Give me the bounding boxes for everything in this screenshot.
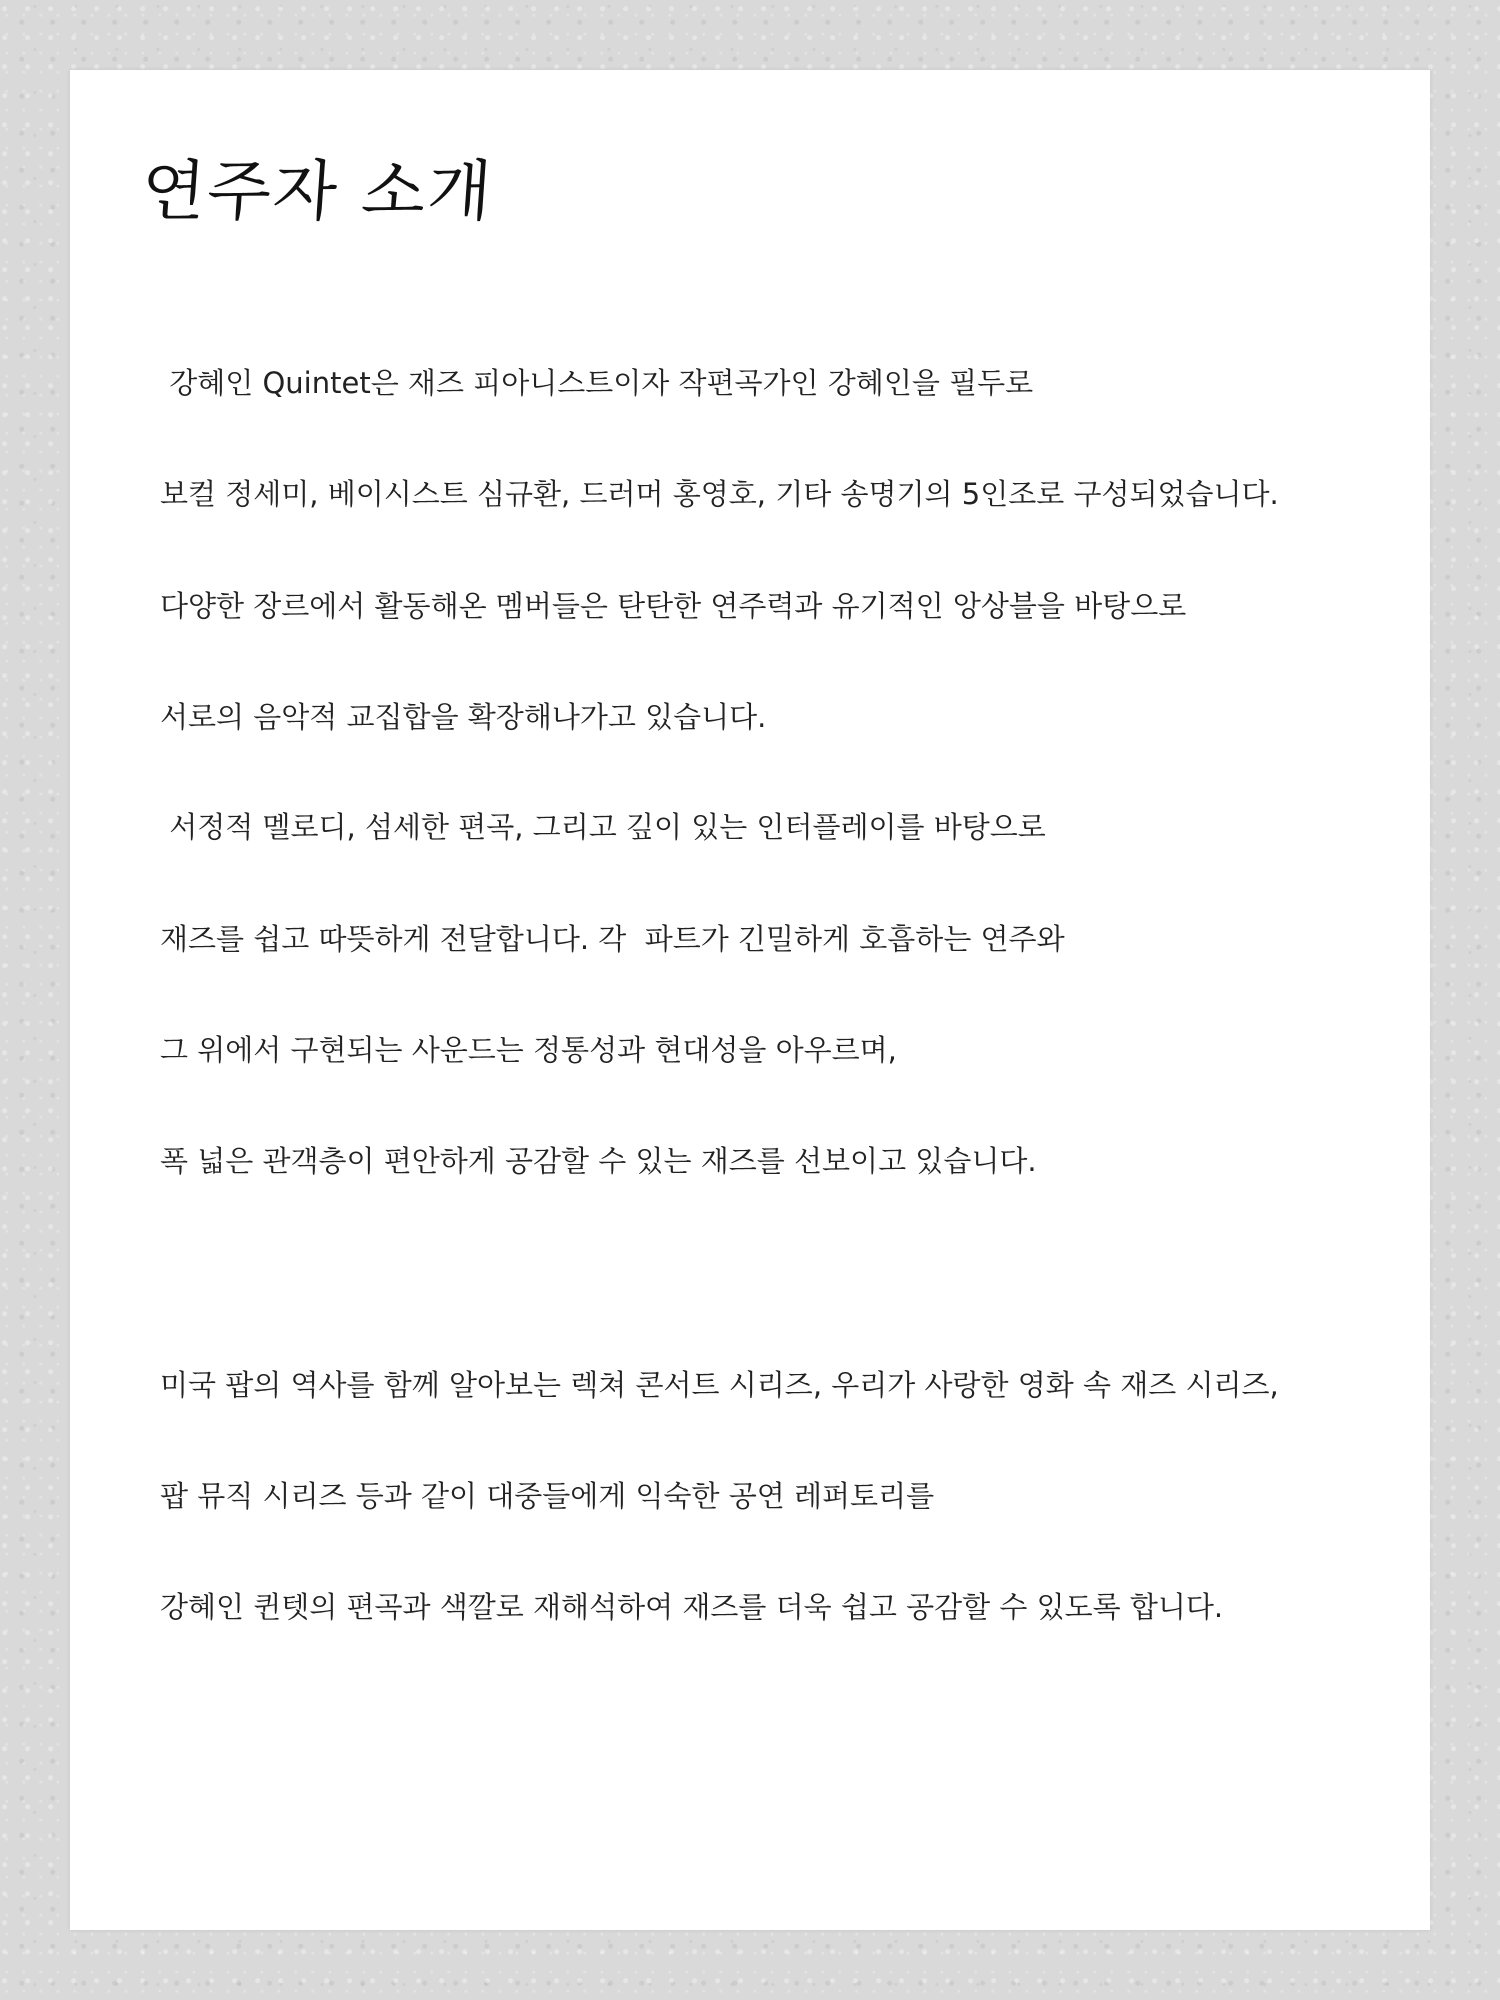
- paper-card: [70, 70, 1430, 1930]
- page-title: 연주자 소개: [138, 153, 497, 230]
- body-line: 재즈를 쉽고 따뜻하게 전달합니다. 각 파트가 긴밀하게 호흡하는 연주와: [160, 922, 1065, 956]
- body-line: 강혜인 퀸텟의 편곡과 색깔로 재해석하여 재즈를 더욱 쉽고 공감할 수 있도록 합니다.: [160, 1590, 1224, 1624]
- body-line: 팝 뮤직 시리즈 등과 같이 대중들에게 익숙한 공연 레퍼토리를: [160, 1479, 935, 1513]
- body-line: 보컬 정세미, 베이시스트 심규환, 드러머 홍영호, 기타 송명기의 5인조로 구성되었습니다.: [160, 477, 1279, 511]
- body-line: 미국 팝의 역사를 함께 알아보는 렉쳐 콘서트 시리즈, 우리가 사랑한 영화 속 재즈 시리즈,: [160, 1368, 1279, 1402]
- body-line: 강혜인 Quintet은 재즈 피아니스트이자 작편곡가인 강혜인을 필두로: [160, 366, 1034, 400]
- body-line: 서정적 멜로디, 섬세한 편곡, 그리고 깊이 있는 인터플레이를 바탕으로: [160, 810, 1046, 844]
- body-line: 다양한 장르에서 활동해온 멤버들은 탄탄한 연주력과 유기적인 앙상블을 바탕으로: [160, 589, 1187, 623]
- body-line: 폭 넓은 관객층이 편안하게 공감할 수 있는 재즈를 선보이고 있습니다.: [160, 1144, 1037, 1178]
- body-line: 서로의 음악적 교집합을 확장해나가고 있습니다.: [160, 700, 767, 734]
- body-line: 그 위에서 구현되는 사운드는 정통성과 현대성을 아우르며,: [160, 1033, 897, 1067]
